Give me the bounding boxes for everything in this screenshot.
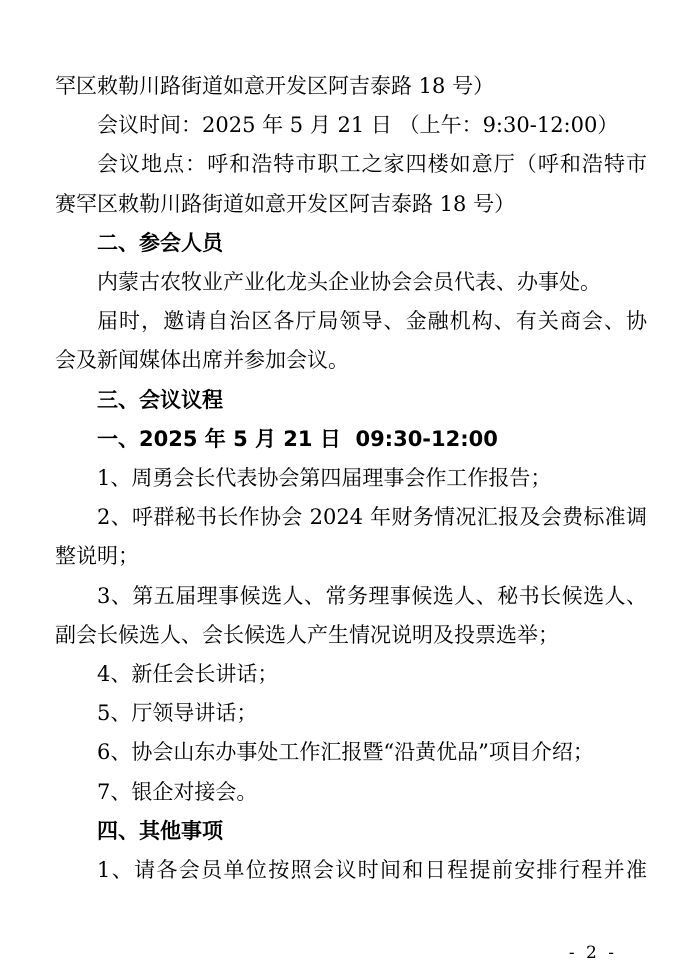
- line-agenda-item-4: 4、新任会长讲话；: [97, 662, 279, 687]
- line-agenda-item-3: 3、第五届理事候选人、常务理事候选人、秘书长候选人、: [97, 583, 647, 608]
- heading-other-matters: 四、其他事项: [97, 818, 223, 843]
- line-agenda-item-3-continuation: 副会长候选人、会长候选人产生情况说明及投票选举；: [55, 622, 559, 647]
- line-agenda-item-5: 5、厅领导讲话；: [97, 701, 258, 726]
- line-meeting-place-continuation: 赛罕区敕勒川路街道如意开发区阿吉泰路 18 号）: [55, 191, 516, 216]
- line-meeting-time: 会议时间：2025 年 5 月 21 日 （上午：9:30-12:00）: [97, 113, 619, 138]
- line-agenda-date: 一、2025 年 5 月 21 日 09:30-12:00: [97, 426, 498, 451]
- page-number: - 2 -: [568, 943, 617, 963]
- line-participants-invited-continuation: 会及新闻媒体出席并参加会议。: [55, 348, 349, 373]
- line-agenda-item-2-continuation: 整说明；: [55, 544, 139, 569]
- line-other-item-1: 1、请各会员单位按照会议时间和日程提前安排行程并准: [97, 858, 647, 883]
- line-address-continuation: 罕区敕勒川路街道如意开发区阿吉泰路 18 号）: [55, 74, 495, 98]
- line-agenda-item-1: 1、周勇会长代表协会第四届理事会作工作报告；: [97, 466, 552, 491]
- heading-agenda: 三、会议议程: [97, 387, 223, 412]
- heading-participants: 二、参会人员: [97, 230, 223, 255]
- line-agenda-item-6: 6、协会山东办事处工作汇报暨“沿黄优品”项目介绍；: [97, 740, 594, 765]
- line-agenda-item-2: 2、呼群秘书长作协会 2024 年财务情况汇报及会费标准调: [97, 505, 647, 530]
- document-body: [55, 67, 647, 890]
- line-agenda-item-7: 7、银企对接会。: [97, 779, 258, 804]
- line-participants-invited: 届时，邀请自治区各厅局领导、金融机构、有关商会、协: [97, 309, 647, 334]
- line-participants-members: 内蒙古农牧业产业化龙头企业协会会员代表、办事处。: [97, 270, 601, 295]
- line-meeting-place: 会议地点：呼和浩特市职工之家四楼如意厅（呼和浩特市: [97, 152, 647, 177]
